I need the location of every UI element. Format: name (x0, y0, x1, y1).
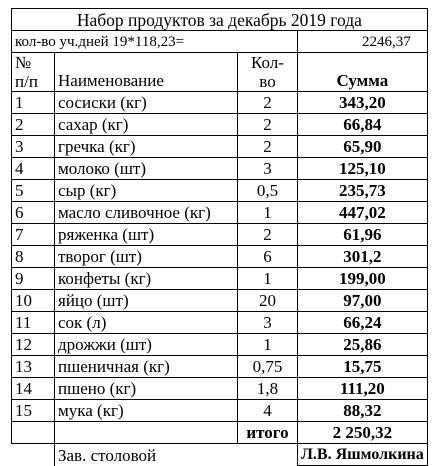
total-empty-2 (55, 422, 238, 444)
row-quantity: 1 (238, 268, 298, 290)
row-quantity: 3 (238, 312, 298, 334)
row-quantity: 1,8 (238, 378, 298, 400)
row-name: яйцо (шт) (55, 290, 238, 312)
row-name: пшеничная (кг) (55, 356, 238, 378)
row-quantity: 1 (238, 334, 298, 356)
row-quantity: 0,75 (238, 356, 298, 378)
row-quantity: 2 (238, 224, 298, 246)
row-sum: 15,75 (298, 356, 428, 378)
header-sum: Сумма (298, 53, 428, 92)
row-sum: 343,20 (298, 92, 428, 114)
row-name: сыр (кг) (55, 180, 238, 202)
row-quantity: 20 (238, 290, 298, 312)
table-row (12, 312, 428, 334)
row-sum: 88,32 (298, 400, 428, 422)
row-name: ряженка (шт) (55, 224, 238, 246)
row-number: 10 (12, 290, 55, 312)
row-quantity: 1 (238, 202, 298, 224)
table-row (12, 158, 428, 180)
table-row (12, 378, 428, 400)
row-number: 4 (12, 158, 55, 180)
row-quantity: 6 (238, 246, 298, 268)
row-number: 14 (12, 378, 55, 400)
row-number: 8 (12, 246, 55, 268)
header-number-bottom: п/п (15, 72, 38, 91)
header-quantity (238, 53, 298, 92)
header-number-top: № (15, 53, 32, 72)
row-name: сок (л) (55, 312, 238, 334)
row-quantity: 2 (238, 136, 298, 158)
table-row (12, 246, 428, 268)
header-number (12, 53, 55, 92)
row-sum: 97,00 (298, 290, 428, 312)
total-empty-1 (12, 422, 55, 444)
row-number: 11 (12, 312, 55, 334)
row-number: 5 (12, 180, 55, 202)
row-number: 3 (12, 136, 55, 158)
row-sum: 199,00 (298, 268, 428, 290)
row-sum: 66,24 (298, 312, 428, 334)
row-sum: 301,2 (298, 246, 428, 268)
row-name: конфеты (кг) (55, 268, 238, 290)
table-row (12, 290, 428, 312)
row-name: пшено (кг) (55, 378, 238, 400)
row-sum: 125,10 (298, 158, 428, 180)
row-number: 15 (12, 400, 55, 422)
title-row (12, 9, 428, 31)
products-table (11, 8, 428, 466)
table-row (12, 92, 428, 114)
row-number: 12 (12, 334, 55, 356)
total-label: итого (238, 422, 298, 444)
table-row (12, 356, 428, 378)
table-row (12, 268, 428, 290)
row-name: масло сливочное (кг) (55, 202, 238, 224)
row-number: 1 (12, 92, 55, 114)
row-sum: 447,02 (298, 202, 428, 224)
row-quantity: 4 (238, 400, 298, 422)
row-number: 2 (12, 114, 55, 136)
row-sum: 65,90 (298, 136, 428, 158)
table-row (12, 136, 428, 158)
signature-name: Л.В. Яшмолкина (298, 444, 428, 466)
row-quantity: 0,5 (238, 180, 298, 202)
row-name: сахар (кг) (55, 114, 238, 136)
row-number: 9 (12, 268, 55, 290)
row-quantity: 2 (238, 114, 298, 136)
days-row (12, 31, 428, 53)
total-value: 2 250,32 (298, 422, 428, 444)
row-sum: 111,20 (298, 378, 428, 400)
row-name: дрожжи (шт) (55, 334, 238, 356)
row-quantity: 2 (238, 92, 298, 114)
header-quantity-top: Кол- (251, 53, 284, 72)
table-row (12, 202, 428, 224)
row-name: творог (шт) (55, 246, 238, 268)
row-quantity: 3 (238, 158, 298, 180)
table-row (12, 224, 428, 246)
days-calc-label: кол-во уч.дней 19*118,23= (12, 31, 298, 53)
row-number: 6 (12, 202, 55, 224)
total-row (12, 422, 428, 444)
row-sum: 235,73 (298, 180, 428, 202)
row-name: гречка (кг) (55, 136, 238, 158)
signature-spacer (12, 444, 55, 466)
row-sum: 61,96 (298, 224, 428, 246)
signature-role: Зав. столовой (55, 444, 298, 466)
row-name: сосиски (кг) (55, 92, 238, 114)
table-row (12, 180, 428, 202)
table-row (12, 400, 428, 422)
row-name: молоко (шт) (55, 158, 238, 180)
row-sum: 25,86 (298, 334, 428, 356)
row-number: 7 (12, 224, 55, 246)
document-title: Набор продуктов за декабрь 2019 года (12, 9, 428, 31)
table-row (12, 114, 428, 136)
days-calc-total: 2246,37 (298, 31, 428, 53)
header-quantity-bottom: во (259, 72, 276, 91)
header-name: Наименование (55, 53, 238, 92)
signature-row (12, 444, 428, 466)
row-number: 13 (12, 356, 55, 378)
table-row (12, 334, 428, 356)
row-name: мука (кг) (55, 400, 238, 422)
header-row (12, 53, 428, 92)
row-sum: 66,84 (298, 114, 428, 136)
